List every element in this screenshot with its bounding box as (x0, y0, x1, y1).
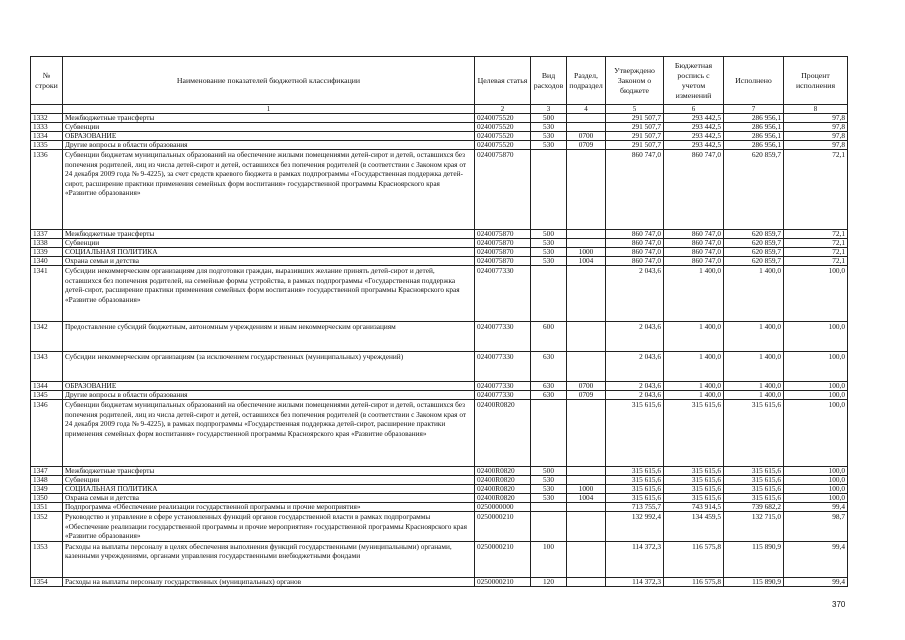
indicator-name-cell: Другие вопросы в области образования (63, 141, 475, 150)
table-row (31, 123, 848, 132)
schedule-amount-cell: 315 615,6 (664, 485, 724, 494)
percent-cell: 100,0 (784, 400, 848, 467)
schedule-amount-cell: 1 400,0 (664, 322, 724, 352)
row-number-cell: 1346 (31, 400, 63, 467)
target-article-cell: 0240075870 (475, 230, 531, 239)
table-row (31, 239, 848, 248)
indicator-name-cell: Руководство и управление в сфере установленных функций органов государственной власти в рамках подпрограммы «Обеспечение реализации государственной программы и прочие мероприятия» государственной программы Красноярского края «Развитие образования» (63, 512, 475, 542)
table-row (31, 230, 848, 239)
expense-type-cell: 120 (531, 577, 567, 586)
approved-amount-cell: 315 615,6 (606, 467, 664, 476)
section-cell: 1000 (567, 248, 606, 257)
table-row (31, 577, 848, 586)
schedule-amount-cell: 1 400,0 (664, 266, 724, 322)
section-cell (567, 541, 606, 577)
approved-amount-cell: 860 747,0 (606, 248, 664, 257)
executed-amount-cell: 315 615,6 (724, 485, 784, 494)
approved-amount-cell: 114 372,3 (606, 577, 664, 586)
expense-type-cell (531, 150, 567, 230)
column-number: 8 (784, 105, 848, 114)
column-number: 3 (531, 105, 567, 114)
approved-amount-cell: 2 043,6 (606, 322, 664, 352)
schedule-amount-cell: 293 442,5 (664, 114, 724, 123)
schedule-amount-cell: 293 442,5 (664, 141, 724, 150)
percent-cell: 99,4 (784, 541, 848, 577)
approved-amount-cell: 860 747,0 (606, 150, 664, 230)
percent-cell: 72,1 (784, 248, 848, 257)
indicator-name-cell: Другие вопросы в области образования (63, 391, 475, 400)
target-article-cell: 0250000210 (475, 512, 531, 542)
row-number-cell: 1342 (31, 322, 63, 352)
section-cell: 0700 (567, 382, 606, 391)
indicator-name-cell: Субсидии некоммерческим организациям (за исключением государственных (муниципальных) учреждений) (63, 352, 475, 382)
target-article-cell: 0240077330 (475, 382, 531, 391)
percent-cell: 72,1 (784, 239, 848, 248)
executed-amount-cell: 620 859,7 (724, 248, 784, 257)
section-cell (567, 123, 606, 132)
target-article-cell: 02400R0820 (475, 494, 531, 503)
schedule-amount-cell: 315 615,6 (664, 476, 724, 485)
row-number-cell: 1348 (31, 476, 63, 485)
header-budget-schedule: Бюджетная роспись с учетом изменений (664, 57, 724, 105)
schedule-amount-cell: 116 575,8 (664, 577, 724, 586)
executed-amount-cell: 1 400,0 (724, 266, 784, 322)
percent-cell: 97,8 (784, 132, 848, 141)
schedule-amount-cell: 315 615,6 (664, 467, 724, 476)
expense-type-cell: 530 (531, 239, 567, 248)
column-number-row (31, 105, 848, 114)
target-article-cell: 0240075870 (475, 257, 531, 266)
row-number-cell: 1338 (31, 239, 63, 248)
indicator-name-cell: Межбюджетные трансферты (63, 230, 475, 239)
row-number-cell: 1353 (31, 541, 63, 577)
expense-type-cell: 530 (531, 248, 567, 257)
target-article-cell: 02400R0820 (475, 485, 531, 494)
section-cell (567, 239, 606, 248)
expense-type-cell: 530 (531, 485, 567, 494)
table-row (31, 382, 848, 391)
executed-amount-cell: 1 400,0 (724, 382, 784, 391)
approved-amount-cell: 291 507,7 (606, 132, 664, 141)
target-article-cell: 0240075870 (475, 248, 531, 257)
percent-cell: 100,0 (784, 485, 848, 494)
section-cell (567, 400, 606, 467)
section-cell: 0709 (567, 391, 606, 400)
indicator-name-cell: Расходы на выплаты персоналу в целях обеспечения выполнения функций государственными (муниципальными) органами, казенными учреждениями, органами управления государственными внебюджетными фондами (63, 541, 475, 577)
row-number-cell: 1340 (31, 257, 63, 266)
percent-cell: 100,0 (784, 352, 848, 382)
percent-cell: 99,4 (784, 503, 848, 512)
executed-amount-cell: 315 615,6 (724, 476, 784, 485)
target-article-cell: 02400R0820 (475, 400, 531, 467)
section-cell (567, 114, 606, 123)
table-row (31, 476, 848, 485)
column-number: 5 (606, 105, 664, 114)
target-article-cell: 0240077330 (475, 322, 531, 352)
row-number-cell: 1341 (31, 266, 63, 322)
target-article-cell: 0250000210 (475, 577, 531, 586)
executed-amount-cell: 115 890,9 (724, 577, 784, 586)
indicator-name-cell: ОБРАЗОВАНИЕ (63, 132, 475, 141)
target-article-cell: 0240077330 (475, 266, 531, 322)
indicator-name-cell: Охрана семьи и детства (63, 494, 475, 503)
expense-type-cell (531, 400, 567, 467)
schedule-amount-cell: 293 442,5 (664, 132, 724, 141)
table-row (31, 141, 848, 150)
executed-amount-cell: 1 400,0 (724, 322, 784, 352)
row-number-cell: 1339 (31, 248, 63, 257)
indicator-name-cell: Субвенции (63, 239, 475, 248)
executed-amount-cell: 620 859,7 (724, 257, 784, 266)
schedule-amount-cell: 860 747,0 (664, 239, 724, 248)
section-cell (567, 266, 606, 322)
header-expense-type: Вид расходов (531, 57, 567, 105)
target-article-cell: 0240075520 (475, 141, 531, 150)
expense-type-cell: 100 (531, 541, 567, 577)
executed-amount-cell: 1 400,0 (724, 352, 784, 382)
executed-amount-cell: 315 615,6 (724, 467, 784, 476)
target-article-cell: 0250000000 (475, 503, 531, 512)
page-number: 370 (832, 600, 846, 609)
executed-amount-cell: 132 715,0 (724, 512, 784, 542)
indicator-name-cell: ОБРАЗОВАНИЕ (63, 382, 475, 391)
approved-amount-cell: 713 755,7 (606, 503, 664, 512)
percent-cell: 98,7 (784, 512, 848, 542)
target-article-cell: 0240075520 (475, 132, 531, 141)
percent-cell: 97,8 (784, 114, 848, 123)
header-executed: Исполнено (724, 57, 784, 105)
schedule-amount-cell: 315 615,6 (664, 494, 724, 503)
row-number-cell: 1332 (31, 114, 63, 123)
percent-cell: 100,0 (784, 494, 848, 503)
table-row (31, 503, 848, 512)
header-approved: Утверждено Законом о бюджете (606, 57, 664, 105)
row-number-cell: 1334 (31, 132, 63, 141)
executed-amount-cell: 620 859,7 (724, 239, 784, 248)
approved-amount-cell: 860 747,0 (606, 230, 664, 239)
target-article-cell: 0240075520 (475, 123, 531, 132)
approved-amount-cell: 2 043,6 (606, 352, 664, 382)
expense-type-cell: 630 (531, 352, 567, 382)
schedule-amount-cell: 293 442,5 (664, 123, 724, 132)
indicator-name-cell: СОЦИАЛЬНАЯ ПОЛИТИКА (63, 485, 475, 494)
header-row-number: № строки (31, 57, 63, 105)
approved-amount-cell: 291 507,7 (606, 141, 664, 150)
table-row (31, 467, 848, 476)
section-cell (567, 230, 606, 239)
approved-amount-cell: 2 043,6 (606, 391, 664, 400)
expense-type-cell: 500 (531, 230, 567, 239)
indicator-name-cell: Субвенции (63, 476, 475, 485)
target-article-cell: 02400R0820 (475, 476, 531, 485)
percent-cell: 97,8 (784, 123, 848, 132)
executed-amount-cell: 620 859,7 (724, 150, 784, 230)
executed-amount-cell: 286 956,1 (724, 141, 784, 150)
table-row (31, 248, 848, 257)
percent-cell: 100,0 (784, 391, 848, 400)
section-cell (567, 577, 606, 586)
indicator-name-cell: Субвенции (63, 123, 475, 132)
row-number-cell: 1350 (31, 494, 63, 503)
section-cell: 1000 (567, 485, 606, 494)
executed-amount-cell: 1 400,0 (724, 391, 784, 400)
expense-type-cell: 630 (531, 382, 567, 391)
expense-type-cell: 630 (531, 391, 567, 400)
percent-cell: 97,8 (784, 141, 848, 150)
section-cell (567, 150, 606, 230)
percent-cell: 100,0 (784, 382, 848, 391)
header-target-article: Целевая статья (475, 57, 531, 105)
row-number-cell: 1351 (31, 503, 63, 512)
executed-amount-cell: 115 890,9 (724, 541, 784, 577)
expense-type-cell: 530 (531, 476, 567, 485)
approved-amount-cell: 315 615,6 (606, 476, 664, 485)
executed-amount-cell: 286 956,1 (724, 123, 784, 132)
schedule-amount-cell: 860 747,0 (664, 230, 724, 239)
approved-amount-cell: 114 372,3 (606, 541, 664, 577)
indicator-name-cell: Межбюджетные трансферты (63, 467, 475, 476)
column-number-empty (31, 105, 63, 114)
row-number-cell: 1344 (31, 382, 63, 391)
approved-amount-cell: 860 747,0 (606, 239, 664, 248)
approved-amount-cell: 2 043,6 (606, 382, 664, 391)
expense-type-cell (531, 512, 567, 542)
indicator-name-cell: Охрана семьи и детства (63, 257, 475, 266)
row-number-cell: 1349 (31, 485, 63, 494)
row-number-cell: 1335 (31, 141, 63, 150)
table-row (31, 485, 848, 494)
approved-amount-cell: 2 043,6 (606, 266, 664, 322)
table-body (31, 114, 848, 587)
row-number-cell: 1337 (31, 230, 63, 239)
target-article-cell: 0240075520 (475, 114, 531, 123)
table-row (31, 322, 848, 352)
approved-amount-cell: 291 507,7 (606, 114, 664, 123)
percent-cell: 100,0 (784, 467, 848, 476)
table-row (31, 114, 848, 123)
target-article-cell: 0240075870 (475, 239, 531, 248)
row-number-cell: 1352 (31, 512, 63, 542)
executed-amount-cell: 739 682,2 (724, 503, 784, 512)
schedule-amount-cell: 860 747,0 (664, 150, 724, 230)
budget-table (30, 56, 848, 587)
row-number-cell: 1354 (31, 577, 63, 586)
row-number-cell: 1333 (31, 123, 63, 132)
indicator-name-cell: Субсидии некоммерческим организациям для подготовки граждан, выразивших желание принять детей-сирот и детей, оставшихся без попечения родителей, на семейные формы устройства, в рамках подпрограммы «Государственная поддержка детей-сирот, расширение практики применения семейных форм воспитания» государственной программы Красноярского края «Развитие образования» (63, 266, 475, 322)
table-row (31, 352, 848, 382)
target-article-cell: 0250000210 (475, 541, 531, 577)
table-row (31, 132, 848, 141)
expense-type-cell: 530 (531, 132, 567, 141)
table-row (31, 257, 848, 266)
target-article-cell: 02400R0820 (475, 467, 531, 476)
header-percent: Процент исполнения (784, 57, 848, 105)
target-article-cell: 0240077330 (475, 391, 531, 400)
executed-amount-cell: 286 956,1 (724, 114, 784, 123)
indicator-name-cell: Субвенции бюджетам муниципальных образований на обеспечение жилыми помещениями детей-сирот и детей, оставшихся без попечения родителей, лиц из числа детей-сирот и детей, оставшихся без попечения родителей (в соответствии с Законом края от 24 декабря 2009 года № 9-4225), в рамках подпрограммы «Государственная поддержка детей-сирот, расширение практики применения семейных форм воспитания» государственной программы Красноярского края «Развитие образования» (63, 400, 475, 467)
schedule-amount-cell: 315 615,6 (664, 400, 724, 467)
approved-amount-cell: 132 992,4 (606, 512, 664, 542)
table-row (31, 512, 848, 542)
section-cell (567, 476, 606, 485)
expense-type-cell: 530 (531, 123, 567, 132)
section-cell (567, 512, 606, 542)
executed-amount-cell: 286 956,1 (724, 132, 784, 141)
column-number: 7 (724, 105, 784, 114)
approved-amount-cell: 291 507,7 (606, 123, 664, 132)
row-number-cell: 1347 (31, 467, 63, 476)
approved-amount-cell: 315 615,6 (606, 485, 664, 494)
approved-amount-cell: 860 747,0 (606, 257, 664, 266)
percent-cell: 100,0 (784, 266, 848, 322)
table-row (31, 400, 848, 467)
row-number-cell: 1336 (31, 150, 63, 230)
approved-amount-cell: 315 615,6 (606, 494, 664, 503)
expense-type-cell: 500 (531, 467, 567, 476)
section-cell: 1004 (567, 257, 606, 266)
percent-cell: 72,1 (784, 257, 848, 266)
column-number: 1 (63, 105, 475, 114)
indicator-name-cell: Субвенции бюджетам муниципальных образований на обеспечение жилыми помещениями детей-сирот и детей, оставшихся без попечения родителей, лиц из числа детей-сирот и детей, оставшихся без попечения родителей (в соответствии с Законом края от 24 декабря 2009 года № 9-4225), за счет средств краевого бюджета в рамках подпрограммы «Государственная поддержка детей-сирот, расширение практики применения семейных форм воспитания» государственной программы Красноярского края «Развитие образования» (63, 150, 475, 230)
percent-cell: 100,0 (784, 322, 848, 352)
header-section: Раздел, подраздел (567, 57, 606, 105)
table-row (31, 494, 848, 503)
executed-amount-cell: 620 859,7 (724, 230, 784, 239)
expense-type-cell: 600 (531, 322, 567, 352)
table-row (31, 266, 848, 322)
column-number: 4 (567, 105, 606, 114)
row-number-cell: 1343 (31, 352, 63, 382)
percent-cell: 100,0 (784, 476, 848, 485)
expense-type-cell: 530 (531, 141, 567, 150)
indicator-name-cell: Расходы на выплаты персоналу государственных (муниципальных) органов (63, 577, 475, 586)
indicator-name-cell: Межбюджетные трансферты (63, 114, 475, 123)
row-number-cell: 1345 (31, 391, 63, 400)
section-cell: 1004 (567, 494, 606, 503)
percent-cell: 72,1 (784, 150, 848, 230)
expense-type-cell: 530 (531, 494, 567, 503)
indicator-name-cell: СОЦИАЛЬНАЯ ПОЛИТИКА (63, 248, 475, 257)
schedule-amount-cell: 134 459,5 (664, 512, 724, 542)
schedule-amount-cell: 1 400,0 (664, 352, 724, 382)
table-row (31, 150, 848, 230)
header-row (31, 57, 848, 105)
schedule-amount-cell: 860 747,0 (664, 248, 724, 257)
indicator-name-cell: Подпрограмма «Обеспечение реализации государственной программы и прочие мероприятия» (63, 503, 475, 512)
target-article-cell: 0240075870 (475, 150, 531, 230)
column-number: 2 (475, 105, 531, 114)
executed-amount-cell: 315 615,6 (724, 400, 784, 467)
section-cell: 0709 (567, 141, 606, 150)
executed-amount-cell: 315 615,6 (724, 494, 784, 503)
section-cell (567, 503, 606, 512)
schedule-amount-cell: 743 914,5 (664, 503, 724, 512)
section-cell (567, 467, 606, 476)
expense-type-cell: 500 (531, 114, 567, 123)
expense-type-cell: 530 (531, 257, 567, 266)
target-article-cell: 0240077330 (475, 352, 531, 382)
header-indicator-name: Наименование показателей бюджетной классификации (63, 57, 475, 105)
schedule-amount-cell: 860 747,0 (664, 257, 724, 266)
section-cell: 0700 (567, 132, 606, 141)
section-cell (567, 322, 606, 352)
column-number: 6 (664, 105, 724, 114)
approved-amount-cell: 315 615,6 (606, 400, 664, 467)
table-row (31, 391, 848, 400)
schedule-amount-cell: 1 400,0 (664, 382, 724, 391)
indicator-name-cell: Предоставление субсидий бюджетным, автономным учреждениям и иным некоммерческим организациям (63, 322, 475, 352)
percent-cell: 72,1 (784, 230, 848, 239)
percent-cell: 99,4 (784, 577, 848, 586)
schedule-amount-cell: 116 575,8 (664, 541, 724, 577)
schedule-amount-cell: 1 400,0 (664, 391, 724, 400)
expense-type-cell (531, 266, 567, 322)
section-cell (567, 352, 606, 382)
expense-type-cell (531, 503, 567, 512)
table-row (31, 541, 848, 577)
